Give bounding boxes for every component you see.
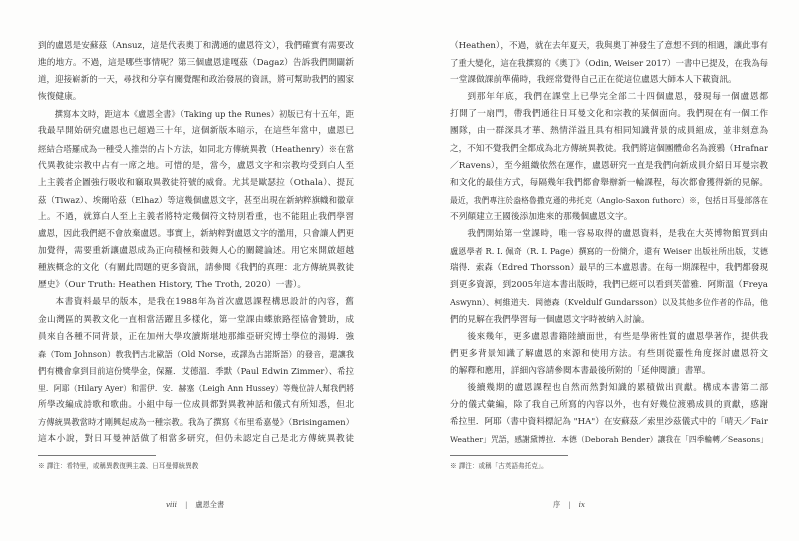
body-text — [450, 38, 768, 448]
folio-separator: | — [568, 500, 571, 509]
page-footer — [166, 499, 224, 511]
paragraph — [38, 106, 354, 294]
text-line: 之，不知不覺我們全都成為北方傳統異教徒。我們將這個團體命名為渡鴉（Hrafnar — [450, 143, 768, 154]
text-line: 團隊，由一群深具才華、熱情洋溢且具有相同知識背景的成員組成，並非刻意為 — [450, 126, 768, 137]
paragraph — [450, 226, 768, 329]
text-line: 瑞得．索森（Edred Thorsson）最早的三本盧恩書。在每一期課程中，我們都發現 — [450, 263, 768, 274]
text-line: 的解釋和應用，詳細內容請參閱本書最後所附的「延伸閱讀」書單。 — [450, 365, 711, 376]
page-number: viii — [166, 500, 177, 509]
text-line: 和文化的最佳方式，每隔幾年我們都會舉辦新一輪課程，每次都會獲得新的見解。 — [450, 177, 768, 188]
footnote-rule — [450, 455, 568, 456]
text-line: 希拉里．阿耶（書中資料標記為 "HA"）在安蘇茲／索里沙茲儀式中的「晴天／Fair — [450, 417, 768, 428]
paragraph — [38, 38, 354, 106]
paragraph — [38, 294, 354, 448]
text-line: 方傳統異教當時才剛興起成為一種宗教。我為了撰寫《布里希嘉曼》（Brisingamen） — [38, 417, 354, 428]
section-title: 序 — [553, 500, 561, 509]
left-page — [0, 0, 399, 541]
text-line: 盧恩學者 R. I. 佩奇（R. I. Page）撰寫的一份簡介，還有 Weiser 出版社所出版，艾德 — [450, 246, 768, 257]
text-line: 分的儀式彙編，除了我自己所寫的內容以外，也有好幾位渡鴉成員的貢獻，感謝 — [450, 399, 768, 410]
text-line: 上主義者企圖強行吸收和竊取異教徒符號的威脅。尤其是歐瑟拉（Othala）、提瓦 — [38, 177, 354, 188]
text-line: 本書資料最早的版本，是我在1988年為首次盧恩課程構思設計的內容，舊 — [55, 297, 354, 308]
text-line: 到的盧恩是安蘇茲（Ansuz，這是代表奧丁和溝通的盧恩符文），我們確實有需要改 — [38, 41, 354, 51]
text-line: 們有機會拿到目前這份獎學金，保羅．艾德溫．季默（Paul Edwin Zimmer）、希拉 — [38, 365, 354, 376]
right-page — [400, 0, 799, 541]
paragraph — [450, 38, 768, 89]
text-line: 這本小說，對日耳曼神話做了相當多研究，但仍未認定自己是北方傳統異教徒 — [38, 434, 354, 445]
text-line: 金山灣區的異教文化一直相當活躍且多樣化，第一堂課由蝶旅路徑協會贊助，成 — [38, 314, 354, 325]
text-line: 盧恩，因此我們絕不會放棄盧恩。事實上，新納粹對盧恩文字的濫用，只會讓人們更 — [38, 229, 354, 240]
text-line: 一堂課做課前準備時，我經常覺得自己正在從這位盧恩大師本人下載資訊。 — [450, 75, 737, 86]
text-line: 我最早開始研究盧恩也已超過三十年，這個新版本暗示，在這些年當中，盧恩已 — [38, 126, 354, 137]
text-line: 恢復健康。 — [38, 92, 82, 103]
text-line: 了重大變化，這在我撰寫的《奧丁》（Odin, Weiser 2017）一書中已提及，在我為每 — [450, 58, 768, 69]
text-line: 進的地方。不過，這是哪些事情呢？第三個盧恩達嘎茲（Dagaz）告訴我們開闢新 — [38, 58, 354, 69]
text-line: 們的見解在我們學習每一個盧恩文字時被納入討論。 — [450, 314, 650, 325]
page-number: ix — [578, 500, 585, 509]
text-line: 森（Tom Johnson）教我們古北歐語（Old Norse，或譯為古諾斯語）的發音，還讓我 — [38, 348, 354, 359]
text-line: 道，迎接嶄新的一天，尋找和分享有關覺醒和政治發展的資訊，將可幫助我們的國家 — [38, 75, 354, 86]
text-line: 不列顛建立王國後添加進來的那幾個盧恩文字。 — [450, 211, 633, 222]
text-line: （Heathen），不過，就在去年夏天，我與奧丁神發生了意想不到的相遇，讓此事有 — [450, 41, 768, 51]
footnote-rule — [38, 455, 156, 456]
text-line: 員來自各種不同背景，正在加州大學攻讀斯堪地那維亞研究博士學位的湯姆．強 — [38, 331, 354, 342]
text-line: 歷史》（Our Truth: Heathen History, The Troth, 2020）一書）。 — [38, 280, 307, 291]
text-line: 後續幾期的盧恩課程也自然而然對知識的累積做出貢獻。構成本書第二部 — [467, 382, 768, 393]
text-line: 到那年年底，我們在課堂上已學完全部二十四個盧恩，發現每一個盧恩都 — [467, 92, 768, 103]
text-line: 里．阿耶（Hilary Ayer）和雷伊．安．赫塞（Leigh Ann Hussey）等幾位詩人幫我們將 — [38, 383, 354, 393]
text-line: 代異教徒宗教中占有一席之地。可惜的是，當今，盧恩文字和宗教均受到白人至 — [38, 160, 354, 171]
paragraph — [450, 329, 768, 380]
footnote: ※ 譯注：希特里，或稱異教復興主義、日耳曼傳統異教 — [38, 462, 199, 470]
footnote: ※ 譯注：或稱「古英語弗托克」。 — [450, 462, 548, 470]
text-line: 我們開始第一堂課時，唯一容易取得的盧恩資料，是我在大英博物館買到由 — [467, 229, 768, 240]
text-line: ／Ravens），至今組織依然在運作，盧恩研究一直是我們向新成員介紹日耳曼宗教 — [450, 160, 768, 171]
text-line: 打開了一扇門，帶我們通往日耳曼文化和宗教的某個面向。我們現在有一個工作 — [450, 109, 768, 120]
text-line: Aswynn）、柯維道夫．岡德森（Kveldulf Gundarsson）以及其他多位作者的作品，他 — [450, 297, 768, 308]
text-line: 種族概念的文化（有關此問題的更多資訊，請參閱《我們的真理：北方傳統異教徒 — [38, 263, 354, 274]
text-line: 加覺得，需要重新讓盧恩成為正向積極和鼓舞人心的關鍵論述。用它來開啟超越 — [38, 246, 354, 257]
text-line: 茲（Tiwaz）、埃爾哈茲（Elhaz）等這幾個盧恩文字，甚至出現在新納粹旗幟和徽章 — [38, 194, 354, 205]
text-line: 所學改編成詩歌和歌曲。小組中每一位成員都對異教神話和儀式有所知悉，但北 — [38, 399, 354, 410]
paragraph — [450, 89, 768, 226]
text-line: 後來幾年，更多盧恩書籍陸續面世，有些是學術性質的盧恩學著作，提供我 — [467, 331, 768, 342]
text-line: 們更多背景知識了解盧恩的來源和使用方法。有些則從靈性角度探討盧恩符文 — [450, 348, 768, 359]
text-line: Weather」咒語，感謝黛博拉．本德（Deborah Bender）讓我在「四季輪轉／Seasons」 — [450, 435, 768, 445]
text-line: 經結合塔羅成為一種受人推崇的占卜方法，如同北方傳統異教（Heathenry）※在當 — [38, 143, 354, 154]
body-text — [38, 38, 354, 448]
paragraph — [450, 380, 768, 448]
folio-separator: | — [184, 500, 188, 509]
text-line: 撰寫本文時，距這本《盧恩全書》（Taking up the Runes）初版已有十五年，距 — [54, 109, 354, 120]
running-title: 盧恩全書 — [195, 500, 225, 509]
text-line: 到更多資源，到2005年這本書出版時，我們已經可以看到芙蕾雅．阿斯溫（Freya — [450, 280, 768, 291]
page-footer — [553, 499, 585, 511]
text-line: 上。不過，就算白人至上主義者將特定幾個符文特別看重，也不能阻止我們學習 — [38, 211, 354, 222]
text-line: 最近，我們專注於盎格魯撒克遜的弗托克（Anglo-Saxon futhorc）※，包括日耳曼部落在 — [450, 195, 768, 205]
